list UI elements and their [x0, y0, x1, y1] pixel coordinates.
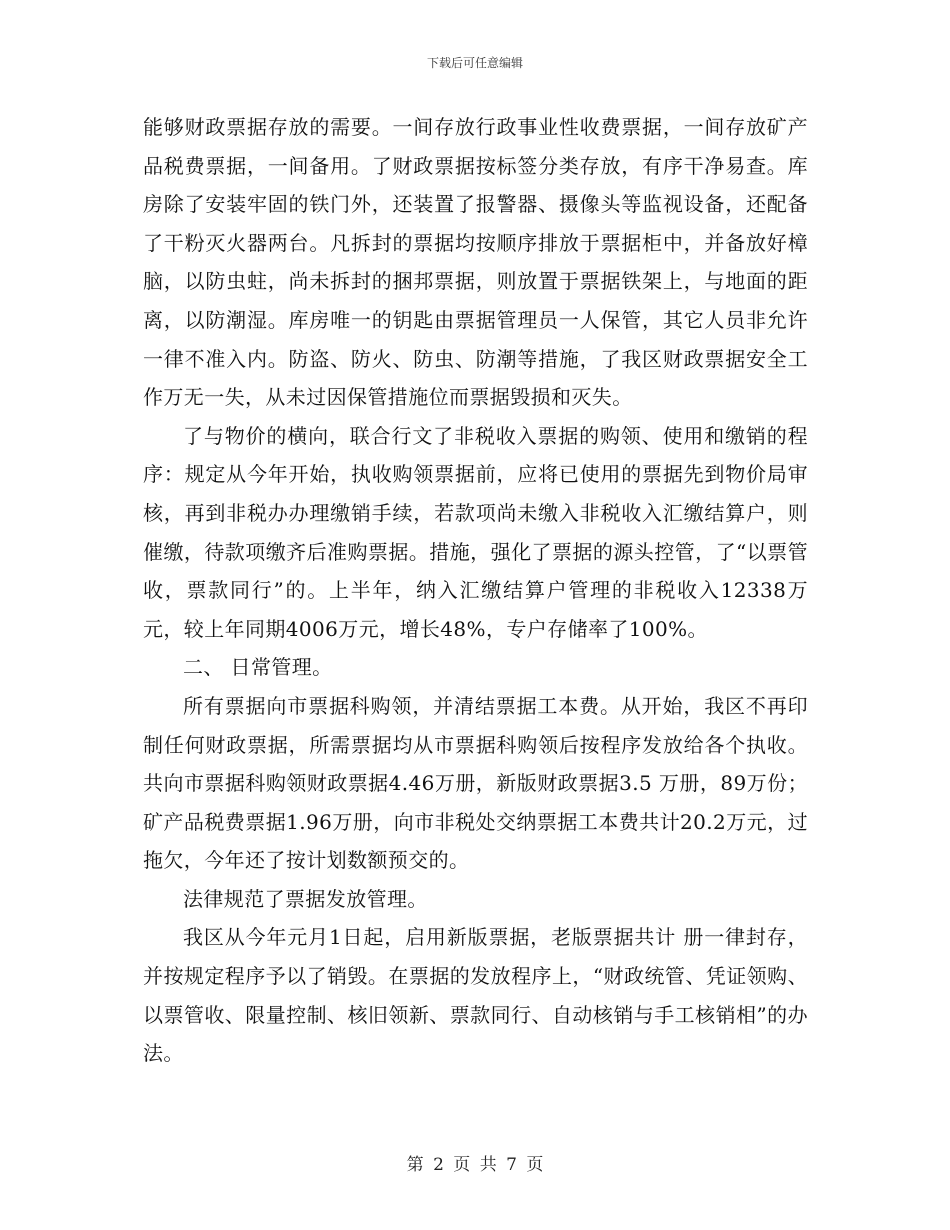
paragraph-price-coordination: 了与物价的横向，联合行文了非税收入票据的购领、使用和缴销的程序：规定从今年开始，执收购领票据前，应将已使用的票据先到物价局审核，再到非税办办理缴销手续，若款项尚未缴入非税收入汇缴结算户，则催缴，待款项缴齐后准购票据。措施，强化了票据的源头控管，了“以票管收，票款同行”的。上半年，纳入汇缴结算户管理的非税收入12338万元，较上年同期4006万元，增长48%，专户存储率了100%。 [143, 423, 808, 641]
paragraph-distribution-heading: 法律规范了票据发放管理。 [183, 886, 428, 911]
paragraph-storage: 能够财政票据存放的需要。一间存放行政事业性收费票据，一间存放矿产品税费票据，一间备用。了财政票据按标签分类存放，有序干净易查。库房除了安装牢固的铁门外，还装置了报警器、摄像头等监视设备，还配备了干粉灭火器两台。凡拆封的票据均按顺序排放于票据柜中，并备放好樟脑，以防虫蛀，尚未拆封的捆邦票据，则放置于票据铁架上，与地面的距离，以防潮湿。库房唯一的钥匙由票据管理员一人保管，其它人员非允许一律不准入内。防盗、防火、防虫、防潮等措施，了我区财政票据安全工作万无一失，从未过因保管措施位而票据毁损和灭失。 [143, 115, 808, 410]
header-note: 下载后可任意编辑 [426, 56, 523, 70]
paragraph-purchase: 所有票据向市票据科购领，并清结票据工本费。从开始，我区不再印制任何财政票据，所需票据均从市票据科购领后按程序发放给各个执收。共向市票据科购领财政票据4.46万册，新版财政票据3.5 万册，89万份；矿产品税费票据1.96万册，向市非税处交纳票据工本费共计20.2万元，过拖欠，今年还了按计划数额预交的。 [143, 693, 808, 873]
page-number: 第 2 页 共 7 页 [406, 1155, 544, 1175]
section-heading-daily-management: 二、 日常管理。 [183, 655, 333, 680]
paragraph-new-bills: 我区从今年元月1日起，启用新版票据，老版票据共计 册一律封存，并按规定程序予以了销毁。在票据的发放程序上，“财政统管、凭证领购、以票管收、限量控制、核旧领新、票款同行、自动核销与手工核销相”的办法。 [143, 925, 808, 1066]
document-body [143, 108, 808, 1073]
